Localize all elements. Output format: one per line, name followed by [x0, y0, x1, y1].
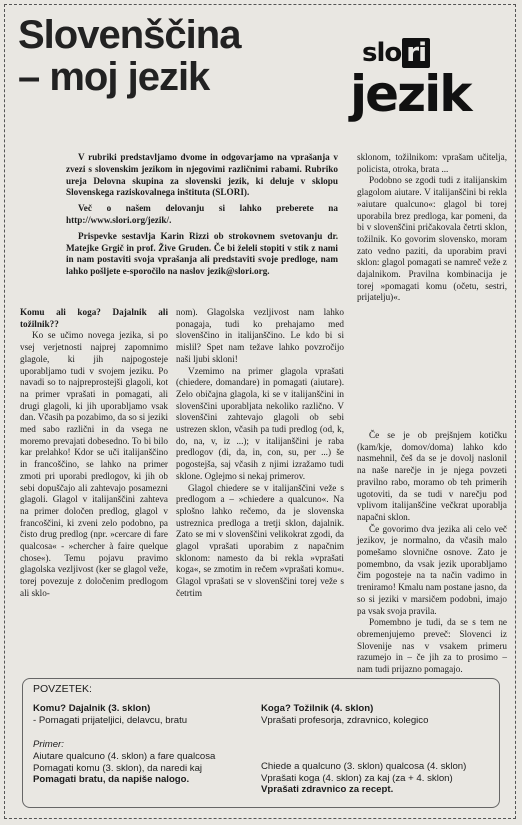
summary-example: Aiutare qualcuno (4. sklon) a fare qualcosa	[33, 751, 216, 762]
intro-paragraph: V rubriki predstavljamo dvome in odgovarjamo na vprašanja v zvezi s slovenskim jezikom in njegovimi različnimi rabami. Rubriko ureja Delovna skupina za slovenski jezik, ki deluje v sklopu Slovenskega raziskovalnega inštituta (SLORI).	[66, 152, 338, 198]
summary-accusative-items: Vprašati profesorja, zdravnico, kolegico	[261, 714, 429, 726]
article-paragraph: Če govorimo dva jezika ali celo več jezikov, je normalno, da včasih malo pomešamo slovnične osnove. Zato je pomembno, da vsak jezik uporabljamo čim pogosteje na ta način vadimo in treniramo! Kmalu nam postane jasno, da so si jeziki v marsičem podobni, imajo pa vsak svoja pravila.	[357, 523, 507, 616]
summary-example-label: Primer:	[33, 739, 64, 750]
summary-box	[22, 678, 500, 808]
article-question-heading: Komu ali koga? Dajalnik ali tožilnik??	[20, 307, 168, 329]
summary-examples-right	[261, 761, 497, 796]
article-paragraph: Vzemimo na primer glagola vprašati (chiedere, domandare) in pomagati (aiutare). Zelo običajna glagola, ki se v italijanščini in slovenščini uporabljata nekoliko različno. V slovenščini zahtevajo glagoli ob sebi ustrezen sklon, včasih pa tudi predlog (od, k, do, na, v, iz ...); v italijanščini je raba predlogov (di, da, in, con, su, per ...) še pogostejša, saj včasih z njimi izražamo tudi sklone. Oglejmo si nekaj primerov.	[176, 365, 344, 481]
article-title	[18, 14, 240, 98]
logo-box: ri	[402, 38, 430, 68]
summary-example: Chiede a qualcuno (3. sklon) qualcosa (4. sklon)	[261, 761, 467, 772]
summary-example: Vprašati koga (4. sklon) za kaj (za + 4. sklon)	[261, 772, 453, 784]
article-paragraph: Če se je ob prejšnjem kotičku (kam/kje, domov/doma) lahko kdo nasmehnil, češ da se je dovolj naslonil na naše narečje in je njega povzeti pravilno rabo, moramo ob teh primerih ugotoviti, da se tudi v narečju pod vplivom italijanščine večkrat uporablja napačni sklon.	[357, 430, 507, 522]
intro-paragraph: Več o našem delovanju si lahko preberete na http://www.slori.org/jezik/.	[66, 203, 338, 225]
article-column-1	[20, 307, 168, 600]
summary-dative-items: - Pomagati prijateljici, delavcu, bratu	[33, 714, 188, 726]
article-paragraph: Podobno se zgodi tudi z italijanskim glagolom aiutare. V italijanščini bi rekla »aiutare qualcuno«: glagol bi torej uporabila brez predloga, kar pomeni, da bi v slovenščini pričakovala četrti sklon, tožilnik. Ko govorim slovensko, moram zato vedno paziti, da uporabim pravi sklon: glagol pomagati se namreč veže z dajalnikom. Pravilna kombinacija je torej »pomagati komu (očetu, sestri, prijatelju)«.	[357, 175, 507, 303]
summary-examples-left	[33, 751, 261, 786]
summary-accusative-heading: Koga? Tožilnik (4. sklon)	[261, 703, 374, 714]
summary-accusative	[261, 703, 491, 726]
summary-title: POVZETEK:	[33, 683, 92, 695]
summary-dative	[33, 703, 253, 726]
article-paragraph: Ko se učimo novega jezika, si po vsej verjetnosti najprej zapomnimo glagole, ki jih najpogosteje uporabljamo tudi v svojem jeziku. Po navadi so to najpreprostejši glagoli, kot na primer vprašati in pomagati, ali drugi glagoli, ki jih uporabljamo vsak dan. Včasih pa pozabimo, da so si jeziki med sabo različni in da vsega ne moremo prevajati dobesedno. To bi bilo kar prelahko! Kdor se uči italijanščino in francoščino, se lahko na primer zmoti pri uporabi predlogov, ki jih ob sebi dopuščajo ali zahtevajo posamezni glagoli. Glagol v italijanščini zahteva na primer določen predlog, glagol v francoščini, ki zveni zelo podobno, pa čisto drug predlog (npr. »cercare di fare qualcosa« - »chercher à faire quelque chose«). Temu pojavu pravimo glagolska vezljivost (ker se glagol veže, torej povezuje z določenim predlogom ali sklo-	[20, 330, 168, 598]
slori-jezik-logo	[344, 34, 492, 134]
summary-example: Pomagati komu (3. sklon), da naredi kaj	[33, 762, 203, 774]
intro-box	[66, 152, 338, 282]
article-paragraph: sklonom, tožilnikom: vprašam učitelja, policista, otroka, brata ...	[357, 152, 507, 174]
article-column-3	[357, 430, 507, 676]
article-paragraph: nom). Glagolska vezljivost nam lahko ponagaja, tudi ko prehajamo med slovenščino in italijanščino. Le kdo bi si mislil? Spet nam težave lahko povzročijo naši ljubi skloni!	[176, 307, 344, 364]
article-column-right-top	[357, 152, 507, 304]
intro-paragraph: Prispevke sestavlja Karin Rizzi ob strokovnem svetovanju dr. Matejke Grgič in prof. Žive Gruden. Če bi želeli stopiti v stik z nami in nam postaviti svoja vprašanja ali predstaviti svoje predloge, nam lahko pošljete e-sporočilo na naslov jezik@slori.org.	[66, 230, 338, 277]
summary-dative-heading: Komu? Dajalnik (3. sklon)	[33, 703, 151, 714]
article-column-2	[176, 307, 344, 600]
logo-bottom: jezik	[350, 65, 471, 123]
logo-top: slo ri	[362, 38, 430, 68]
summary-example-sentence: Pomagati bratu, da napiše nalogo.	[33, 774, 190, 785]
summary-example-sentence: Vprašati zdravnico za recept.	[261, 784, 394, 795]
article-paragraph: Pomembno je tudi, da se s tem ne obremenjujemo preveč: Slovenci iz Slovenije nas v vsakem primeru razumejo in – če jih za to prosimo – nam tudi prijazno pomagajo.	[357, 617, 507, 675]
article-paragraph: Glagol chiedere se v italijanščini veže s predlogom a – »chiedere a qualcuno«. Na splošno lahko rečemo, da je slovenska ustreznica predloga a tretji sklon, dajalnik. Zato se mi v slovenščini velikokrat zgodi, da glagol vprašati uporabim z napačnim sklonom: namesto da bi rekla »vprašati koga«, se zmotim in rečem »vprašati komu«. Glagol vprašati se v slovenščini torej veže s četrtim	[176, 482, 344, 598]
title-line-1: Slovenščina	[18, 13, 241, 57]
title-line-2: – moj jezik	[18, 55, 210, 99]
